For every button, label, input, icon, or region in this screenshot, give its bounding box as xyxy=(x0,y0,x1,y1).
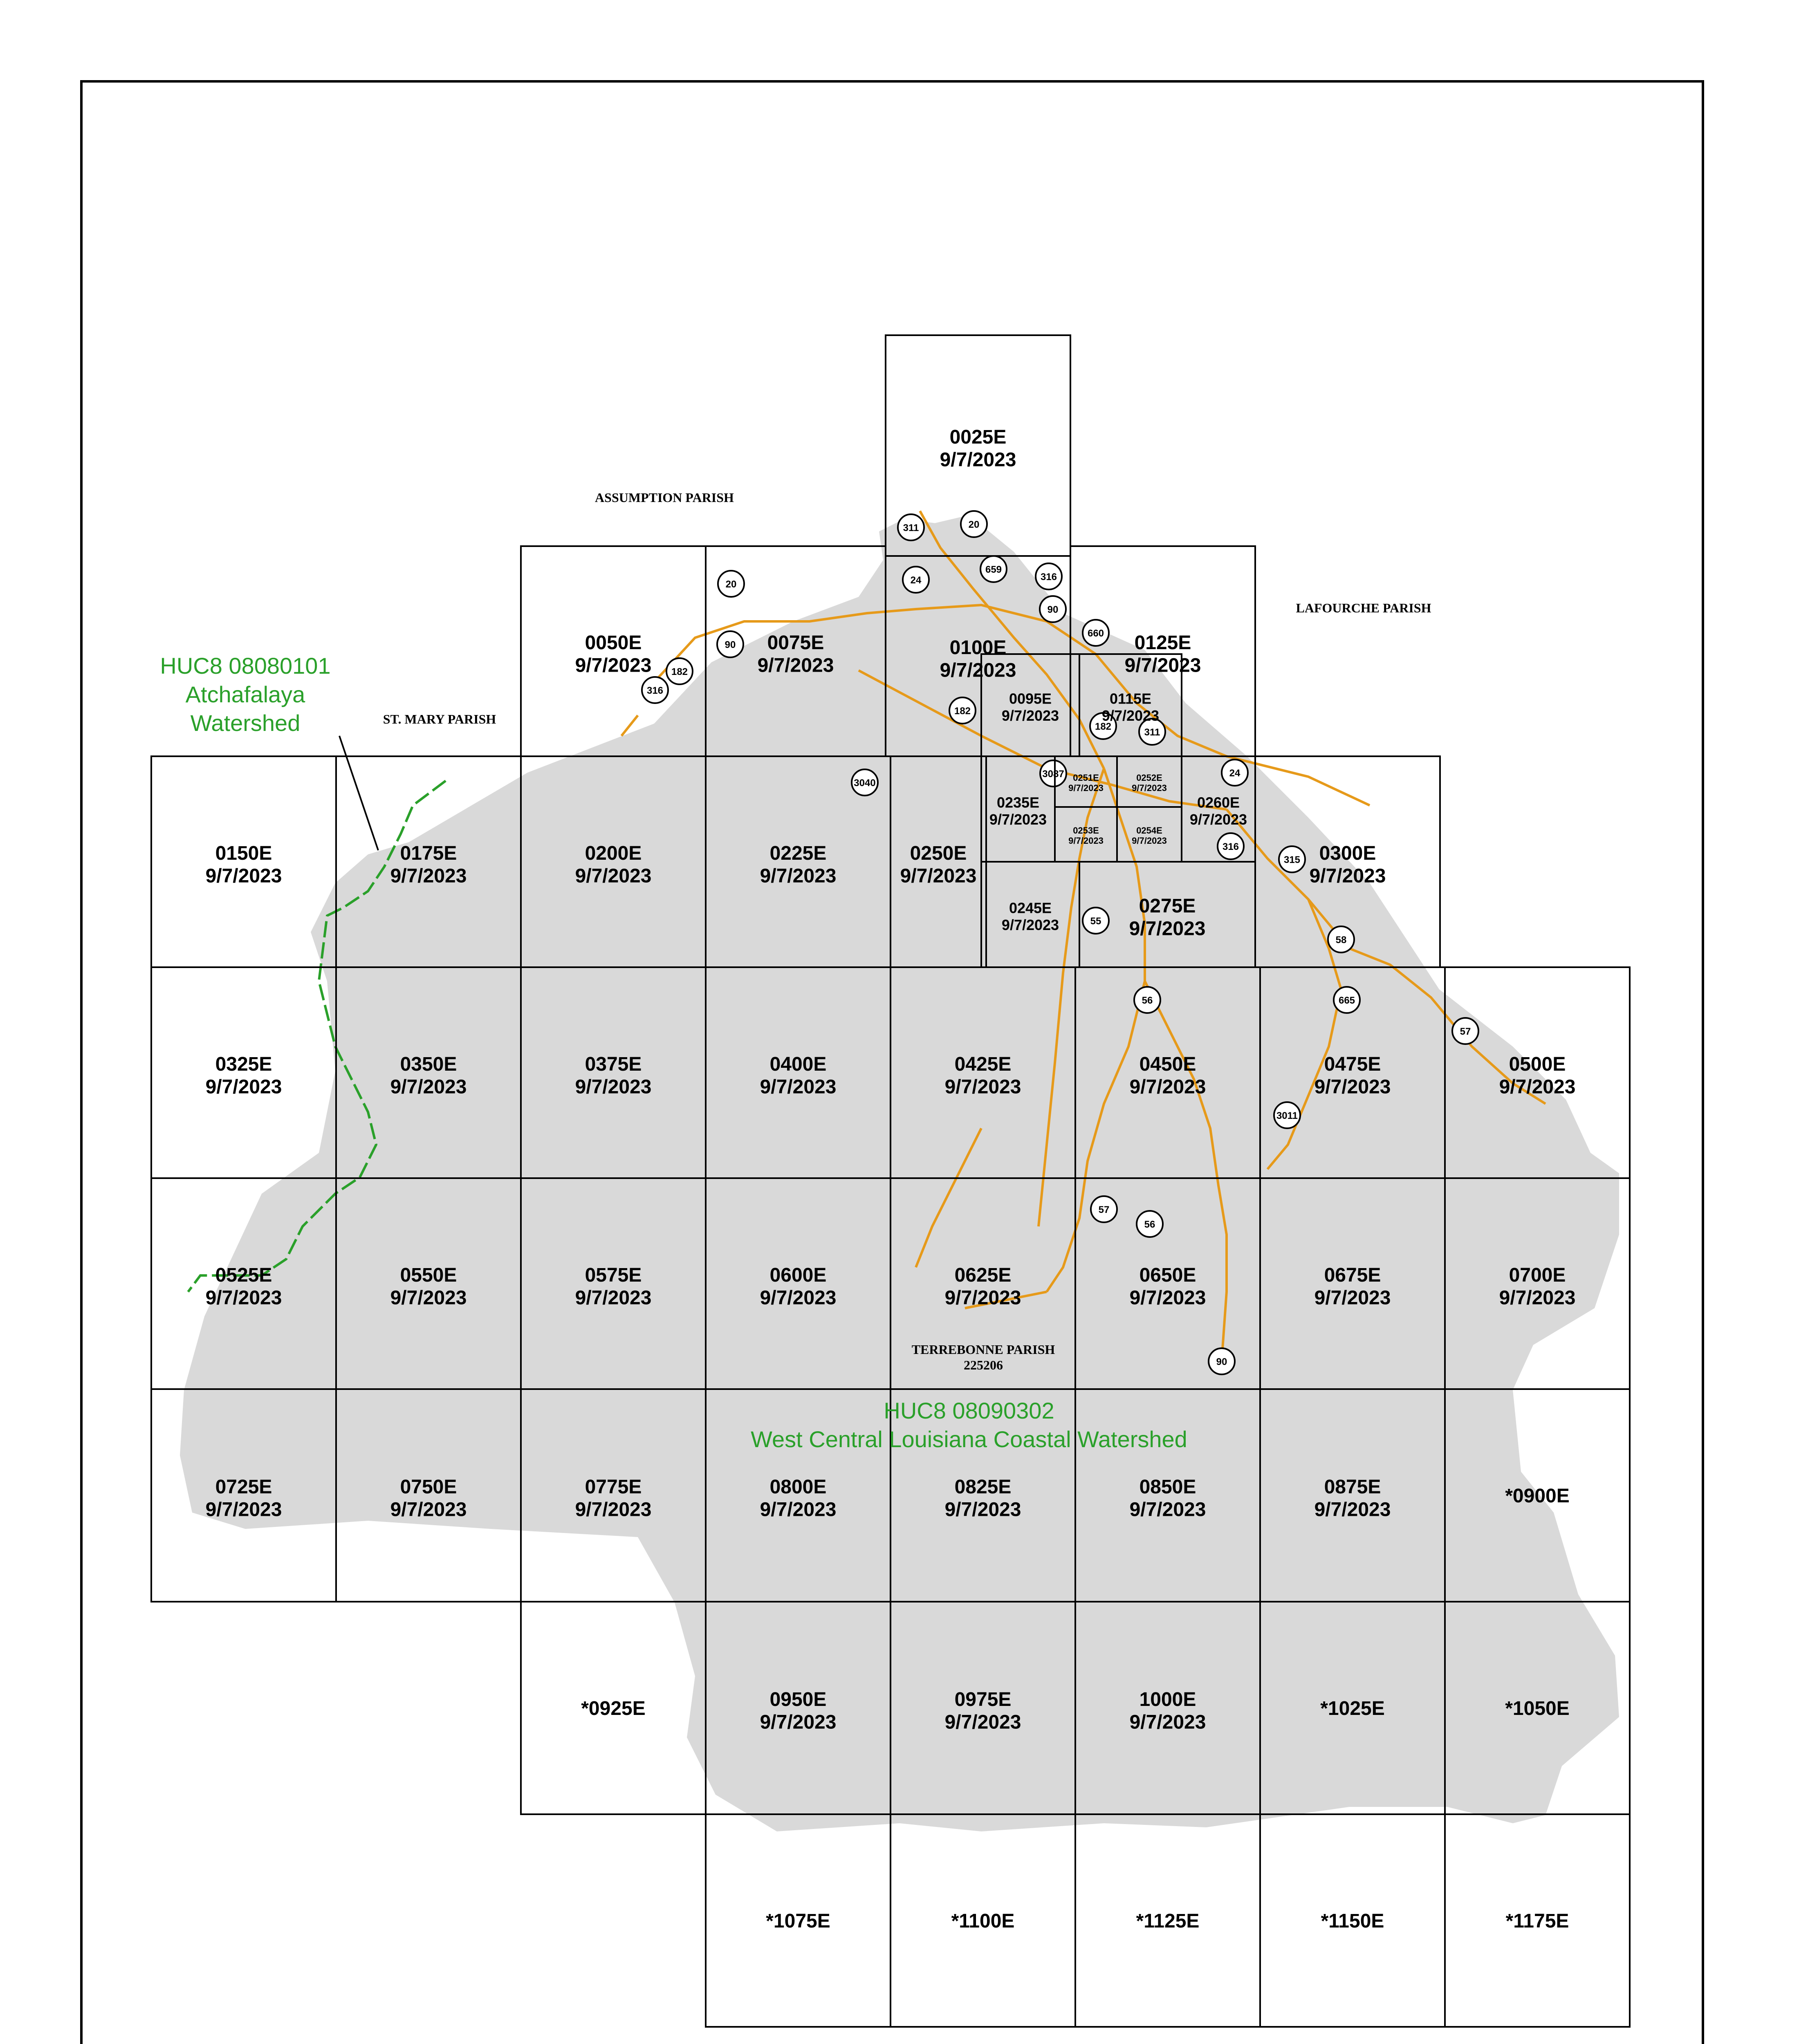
panel-date-label: 9/7/2023 xyxy=(575,865,652,887)
panel-date-label: 9/7/2023 xyxy=(760,1499,837,1521)
panel-id-label: 0750E xyxy=(400,1476,457,1498)
panel-date-label: 9/7/2023 xyxy=(205,865,282,887)
panel-id-label: *1050E xyxy=(1505,1697,1570,1719)
panel-id-label: 0275E xyxy=(1139,895,1196,917)
panel-date-label: 9/7/2023 xyxy=(940,659,1016,681)
panel-date-label: 9/7/2023 xyxy=(944,1287,1021,1309)
panel-id-label: 0375E xyxy=(585,1053,642,1076)
route-shield-57 xyxy=(1452,1018,1478,1044)
route-number: 182 xyxy=(671,666,688,677)
panel-id-label: 0600E xyxy=(769,1264,827,1286)
panel-id-label: 0300E xyxy=(1319,843,1376,865)
route-number: 24 xyxy=(1229,768,1240,779)
panel-1100E[interactable] xyxy=(891,1814,1075,2027)
terrebonne-parish-label: TERREBONNE PARISH xyxy=(911,1342,1055,1357)
route-shield-182 xyxy=(949,697,976,724)
route-number: 20 xyxy=(725,579,737,590)
atchafalaya-label-1: HUC8 08080101 xyxy=(160,653,331,679)
panel-date-label: 9/7/2023 xyxy=(390,1076,467,1098)
atchafalaya-label-3: Watershed xyxy=(190,710,301,736)
panel-id-label: 0675E xyxy=(1324,1264,1381,1286)
route-number: 659 xyxy=(985,564,1002,575)
panel-id-label: 0100E xyxy=(949,637,1007,659)
route-number: 56 xyxy=(1142,995,1153,1006)
route-shield-20 xyxy=(718,571,744,597)
panel-date-label: 9/7/2023 xyxy=(575,1076,652,1098)
panel-date-label: 9/7/2023 xyxy=(1499,1076,1576,1098)
route-number: 20 xyxy=(968,519,980,530)
panel-date-label: 9/7/2023 xyxy=(1101,707,1160,724)
panel-id-label: 0025E xyxy=(949,426,1007,448)
route-shield-311 xyxy=(898,514,924,540)
panel-date-label: 9/7/2023 xyxy=(1129,1287,1206,1309)
atchafalaya-leader xyxy=(339,736,378,850)
panel-date-label: 9/7/2023 xyxy=(944,1711,1021,1733)
route-shield-3040 xyxy=(852,769,878,796)
route-shield-316 xyxy=(1036,563,1062,589)
panel-1125E[interactable] xyxy=(1075,1814,1260,2027)
panel-date-label: 9/7/2023 xyxy=(940,449,1016,471)
panel-date-label: 9/7/2023 xyxy=(575,654,652,677)
panel-1075E[interactable] xyxy=(706,1814,891,2027)
route-number: 3087 xyxy=(1042,769,1064,780)
route-shield-3011 xyxy=(1274,1102,1300,1128)
panel-id-label: *1125E xyxy=(1136,1910,1200,1932)
route-shield-316 xyxy=(1218,833,1244,859)
panel-id-label: 0125E xyxy=(1134,632,1191,654)
panel-id-label: 0700E xyxy=(1509,1264,1566,1286)
route-number: 55 xyxy=(1090,916,1101,927)
panel-id-label: 0525E xyxy=(215,1264,272,1286)
route-number: 316 xyxy=(1040,572,1057,583)
panel-id-label: 0260E xyxy=(1197,794,1240,811)
panel-id-label: 0425E xyxy=(954,1053,1012,1076)
panel-date-label: 9/7/2023 xyxy=(1189,811,1247,828)
panel-id-label: *1100E xyxy=(951,1910,1015,1932)
route-number: 182 xyxy=(1095,721,1112,732)
panel-0325E[interactable] xyxy=(151,967,336,1178)
route-number: 3040 xyxy=(854,778,876,789)
route-number: 311 xyxy=(903,522,919,533)
panel-id-label: 0400E xyxy=(769,1053,827,1076)
panel-date-label: 9/7/2023 xyxy=(1132,836,1167,846)
panel-date-label: 9/7/2023 xyxy=(205,1287,282,1309)
panel-0925E[interactable] xyxy=(521,1602,706,1814)
route-number: 3011 xyxy=(1276,1110,1298,1121)
route-number: 665 xyxy=(1338,995,1355,1006)
panel-date-label: 9/7/2023 xyxy=(390,1287,467,1309)
panel-date-label: 9/7/2023 xyxy=(575,1499,652,1521)
panel-date-label: 9/7/2023 xyxy=(205,1499,282,1521)
assumption-parish-label: ASSUMPTION PARISH xyxy=(595,490,734,505)
route-number: 182 xyxy=(954,706,971,717)
route-number: 316 xyxy=(1222,841,1239,852)
panel-date-label: 9/7/2023 xyxy=(205,1076,282,1098)
route-shield-3087 xyxy=(1040,760,1066,787)
panel-date-label: 9/7/2023 xyxy=(900,865,977,887)
lafourche-parish-label: LAFOURCHE PARISH xyxy=(1296,601,1431,615)
panel-date-label: 9/7/2023 xyxy=(760,1287,837,1309)
panel-date-label: 9/7/2023 xyxy=(1132,783,1167,793)
route-shield-56 xyxy=(1137,1211,1163,1237)
panel-id-label: *0900E xyxy=(1505,1485,1570,1507)
panel-date-label: 9/7/2023 xyxy=(1129,1711,1206,1733)
panel-date-label: 9/7/2023 xyxy=(760,865,837,887)
panel-id-label: *0925E xyxy=(581,1697,646,1719)
panel-date-label: 9/7/2023 xyxy=(1001,707,1059,724)
panel-date-label: 9/7/2023 xyxy=(390,865,467,887)
panel-id-label: *1175E xyxy=(1505,1910,1569,1932)
route-shield-55 xyxy=(1083,908,1109,934)
panel-id-label: 0325E xyxy=(215,1053,272,1076)
route-shield-665 xyxy=(1334,987,1360,1013)
route-shield-90 xyxy=(1040,596,1066,622)
panel-1150E[interactable] xyxy=(1260,1814,1445,2027)
panel-date-label: 9/7/2023 xyxy=(1314,1076,1391,1098)
panel-date-label: 9/7/2023 xyxy=(1129,1076,1206,1098)
panel-id-label: 0450E xyxy=(1139,1053,1196,1076)
panel-id-label: 0850E xyxy=(1139,1476,1196,1498)
panel-id-label: 0625E xyxy=(954,1264,1012,1286)
panel-date-label: 9/7/2023 xyxy=(1314,1499,1391,1521)
panel-1175E[interactable] xyxy=(1445,1814,1630,2027)
panel-date-label: 9/7/2023 xyxy=(989,811,1047,828)
panel-date-label: 9/7/2023 xyxy=(944,1499,1021,1521)
route-shield-90 xyxy=(717,631,743,657)
panel-id-label: *1025E xyxy=(1320,1697,1385,1719)
panel-id-label: 0245E xyxy=(1009,899,1052,917)
route-shield-56 xyxy=(1134,987,1160,1013)
route-shield-660 xyxy=(1083,620,1109,646)
panel-id-label: *1075E xyxy=(766,1910,830,1932)
panel-id-label: 0500E xyxy=(1509,1053,1566,1076)
panel-id-label: 0225E xyxy=(769,843,827,865)
panel-date-label: 9/7/2023 xyxy=(757,654,834,677)
route-number: 57 xyxy=(1460,1026,1471,1037)
panel-date-label: 9/7/2023 xyxy=(390,1499,467,1521)
panel-id-label: 0575E xyxy=(585,1264,642,1286)
panel-id-label: 0950E xyxy=(769,1689,827,1711)
west-central-label-2: West Central Louisiana Coastal Watershed xyxy=(751,1426,1187,1452)
panel-id-label: 0050E xyxy=(585,632,642,654)
panel-id-label: 0250E xyxy=(910,843,967,865)
route-shield-316 xyxy=(642,677,668,703)
panel-id-label: 0075E xyxy=(767,632,824,654)
panel-id-label: 0095E xyxy=(1009,690,1052,707)
panel-id-label: 0254E xyxy=(1136,825,1162,836)
panel-id-label: 0725E xyxy=(215,1476,272,1498)
panel-id-label: 0875E xyxy=(1324,1476,1381,1498)
route-number: 24 xyxy=(910,575,922,586)
panel-0150E[interactable] xyxy=(151,756,336,967)
panel-id-label: 0775E xyxy=(585,1476,642,1498)
panel-id-label: 0350E xyxy=(400,1053,457,1076)
route-shield-57 xyxy=(1091,1196,1117,1222)
route-number: 90 xyxy=(1047,604,1059,615)
panel-id-label: 0115E xyxy=(1109,690,1152,707)
panel-id-label: 0253E xyxy=(1073,825,1099,836)
route-number: 58 xyxy=(1335,935,1347,946)
panel-date-label: 9/7/2023 xyxy=(1314,1287,1391,1309)
panel-id-label: 0800E xyxy=(769,1476,827,1498)
route-number: 90 xyxy=(1216,1356,1227,1367)
route-shield-24 xyxy=(903,567,929,593)
west-central-label-1: HUC8 08090302 xyxy=(884,1398,1054,1423)
route-shield-315 xyxy=(1279,846,1305,872)
route-number: 315 xyxy=(1283,854,1301,865)
panel-id-label: 0252E xyxy=(1136,772,1162,783)
route-shield-90 xyxy=(1209,1348,1235,1374)
panel-date-label: 9/7/2023 xyxy=(760,1076,837,1098)
panel-id-label: 0150E xyxy=(215,843,272,865)
panel-date-label: 9/7/2023 xyxy=(760,1711,837,1733)
panel-id-label: 0175E xyxy=(400,843,457,865)
route-shield-182 xyxy=(666,658,693,684)
panel-date-label: 9/7/2023 xyxy=(1001,916,1059,933)
route-number: 56 xyxy=(1144,1219,1155,1230)
route-number: 90 xyxy=(725,639,736,650)
panel-id-label: 0235E xyxy=(996,794,1040,811)
route-shield-659 xyxy=(980,556,1007,582)
panel-date-label: 9/7/2023 xyxy=(1068,783,1104,793)
panel-date-label: 9/7/2023 xyxy=(1129,1499,1206,1521)
route-shield-24 xyxy=(1222,760,1248,786)
atchafalaya-label-2: Atchafalaya xyxy=(185,681,305,707)
route-number: 57 xyxy=(1098,1204,1110,1215)
panel-id-label: 0475E xyxy=(1324,1053,1381,1076)
panel-id-label: 0975E xyxy=(954,1689,1012,1711)
panel-date-label: 9/7/2023 xyxy=(1309,865,1386,887)
panel-id-label: 0550E xyxy=(400,1264,457,1286)
route-shield-58 xyxy=(1328,926,1354,953)
panel-date-label: 9/7/2023 xyxy=(1129,918,1206,940)
panel-id-label: 0825E xyxy=(954,1476,1012,1498)
panel-date-label: 9/7/2023 xyxy=(1068,836,1104,846)
panel-id-label: *1150E xyxy=(1321,1910,1384,1932)
route-number: 311 xyxy=(1144,727,1160,738)
panel-date-label: 9/7/2023 xyxy=(1499,1287,1576,1309)
panel-id-label: 1000E xyxy=(1139,1689,1196,1711)
route-shield-20 xyxy=(961,511,987,537)
panel-date-label: 9/7/2023 xyxy=(944,1076,1021,1098)
route-number: 316 xyxy=(646,685,664,696)
panel-date-label: 9/7/2023 xyxy=(1124,654,1201,677)
panel-id-label: 0650E xyxy=(1139,1264,1196,1286)
panel-id-label: 0251E xyxy=(1073,772,1099,783)
route-number: 660 xyxy=(1087,628,1104,639)
panel-id-label: 0200E xyxy=(585,843,642,865)
panel-date-label: 9/7/2023 xyxy=(575,1287,652,1309)
st-mary-parish-label: ST. MARY PARISH xyxy=(383,712,496,726)
terrebonne-code-label: 225206 xyxy=(964,1358,1003,1372)
